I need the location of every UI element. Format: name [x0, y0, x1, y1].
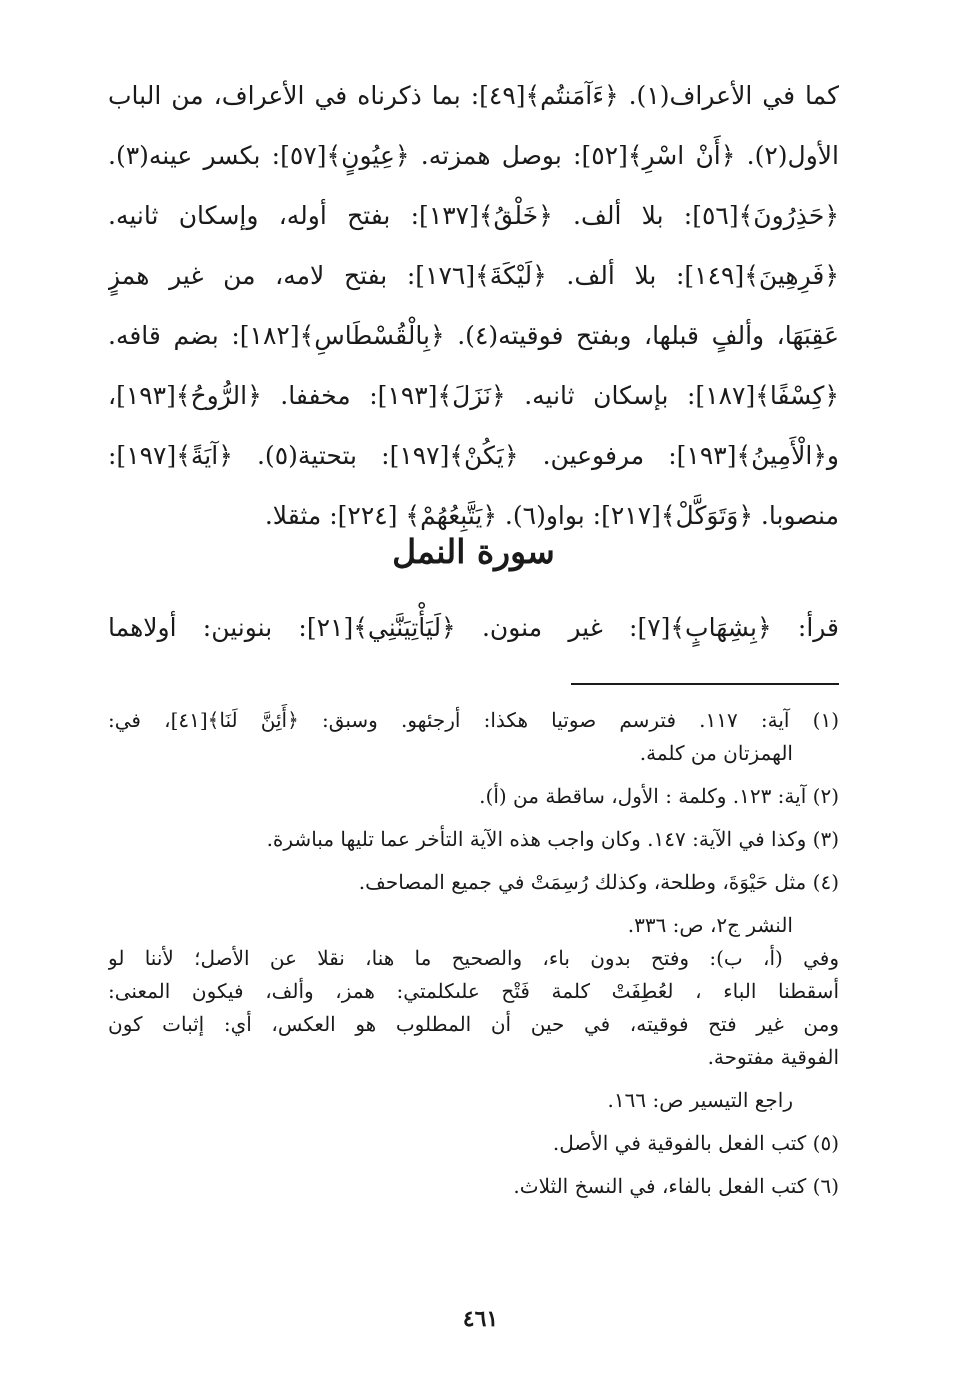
footnote-6: (٦) كتب الفعل بالفاء، في النسخ الثلاث. — [513, 1174, 839, 1198]
surah-first-line: قرأ: ﴿بِشِهَابٍ﴾[٧]: غير منون. ﴿لَيَأْتِيَنَّنِي﴾[٢١]: بنونين: أولاهما — [108, 613, 839, 642]
footnotes-block — [108, 704, 839, 1203]
footnote-4-line-5: ومن غير فتح فوقيته، في حين أن المطلوب هو العكس، أي: إثبات كون — [108, 1012, 839, 1036]
main-line-8: منصوبا. ﴿وَتَوَكَّلْ﴾[٢١٧]: بواو(٦). ﴿يَتَّبِعُهُمْ﴾ [٢٢٤]: مثقلا. — [264, 501, 839, 530]
footnote-2: (٢) آية: ١٢٣. وكلمة : الأول، ساقطة من (أ). — [479, 784, 839, 808]
main-text-block — [108, 66, 839, 546]
footnote-1-line-1: (١) آية: ١١٧. فترسم صوتيا هكذا: أرجئهو. وسبق: ﴿أَئِنَّ لَنَا﴾[٤١]، في: — [108, 708, 839, 732]
main-line-4: ﴿فَرِهِينَ﴾[١٤٩]: بلا ألف. ﴿لَيْكَةَ﴾[١٧٦]: بفتح لامه، من غير همزٍ — [108, 261, 839, 290]
footnote-4-line-4: أسقطنا الباء ، لعُطِفَتْ كلمة فَتْح علىكلمتي: همز، وألف، فيكون المعنى: — [108, 979, 839, 1003]
footnote-1-line-2: الهمزتان من كلمة. — [639, 741, 793, 765]
main-line-1: كما في الأعراف(١). ﴿ءَآمَنتُم﴾[٤٩]: بما ذكرناه في الأعراف، من الباب — [108, 81, 839, 110]
footnote-separator — [571, 683, 839, 685]
footnote-4-reference: راجع التيسير ص: ١٦٦. — [607, 1088, 793, 1112]
main-line-2: الأول(٢). ﴿أَنْ اسْرِ﴾[٥٢]: بوصل همزته. ﴿عِيُونٍ﴾[٥٧]: بكسر عينه(٣). — [108, 141, 839, 170]
main-line-3: ﴿حَذِرُونَ﴾[٥٦]: بلا ألف. ﴿خَلْقُ﴾[١٣٧]: بفتح أوله، وإسكان ثانيه. — [108, 201, 839, 230]
main-line-7: و﴿الْأَمِينُ﴾[١٩٣]: مرفوعين. ﴿يَكُنْ﴾[١٩٧]: بتحتية(٥). ﴿آيَةً﴾[١٩٧]: — [108, 441, 839, 470]
footnote-4-line-1: (٤) مثل حَيْوَةَ، وطلحة، وكذلك رُسِمَتْ في جميع المصاحف. — [358, 870, 839, 894]
surah-title: سورة النمل — [392, 532, 555, 571]
footnote-4-line-6: الفوقية مفتوحة. — [707, 1045, 839, 1069]
footnote-4-source: النشر ج٢، ص: ٣٣٦. — [627, 913, 793, 937]
main-line-6: ﴿كِسْفًا﴾[١٨٧]: بإسكان ثانيه. ﴿نَزَلَ﴾[١٩٣]: مخففا. ﴿الرُّوحُ﴾[١٩٣]، — [108, 381, 839, 410]
page-number: ٤٦١ — [462, 1306, 499, 1332]
footnote-3: (٣) وكذا في الآية: ١٤٧. وكان واجب هذه الآية التأخر عما تليها مباشرة. — [266, 827, 839, 851]
main-line-5: عَقِبَهَا، وألفٍ قبلها، وبفتح فوقيته(٤). ﴿بِالْقُسْطَاسِ﴾[١٨٢]: بضم قافه. — [108, 321, 839, 350]
footnote-5: (٥) كتب الفعل بالفوقية في الأصل. — [552, 1131, 839, 1155]
footnote-4-line-3: وفي (أ، ب): وفتح بدون باء، والصحيح ما هنا، نقلا عن الأصل؛ لأننا لو — [108, 946, 839, 970]
